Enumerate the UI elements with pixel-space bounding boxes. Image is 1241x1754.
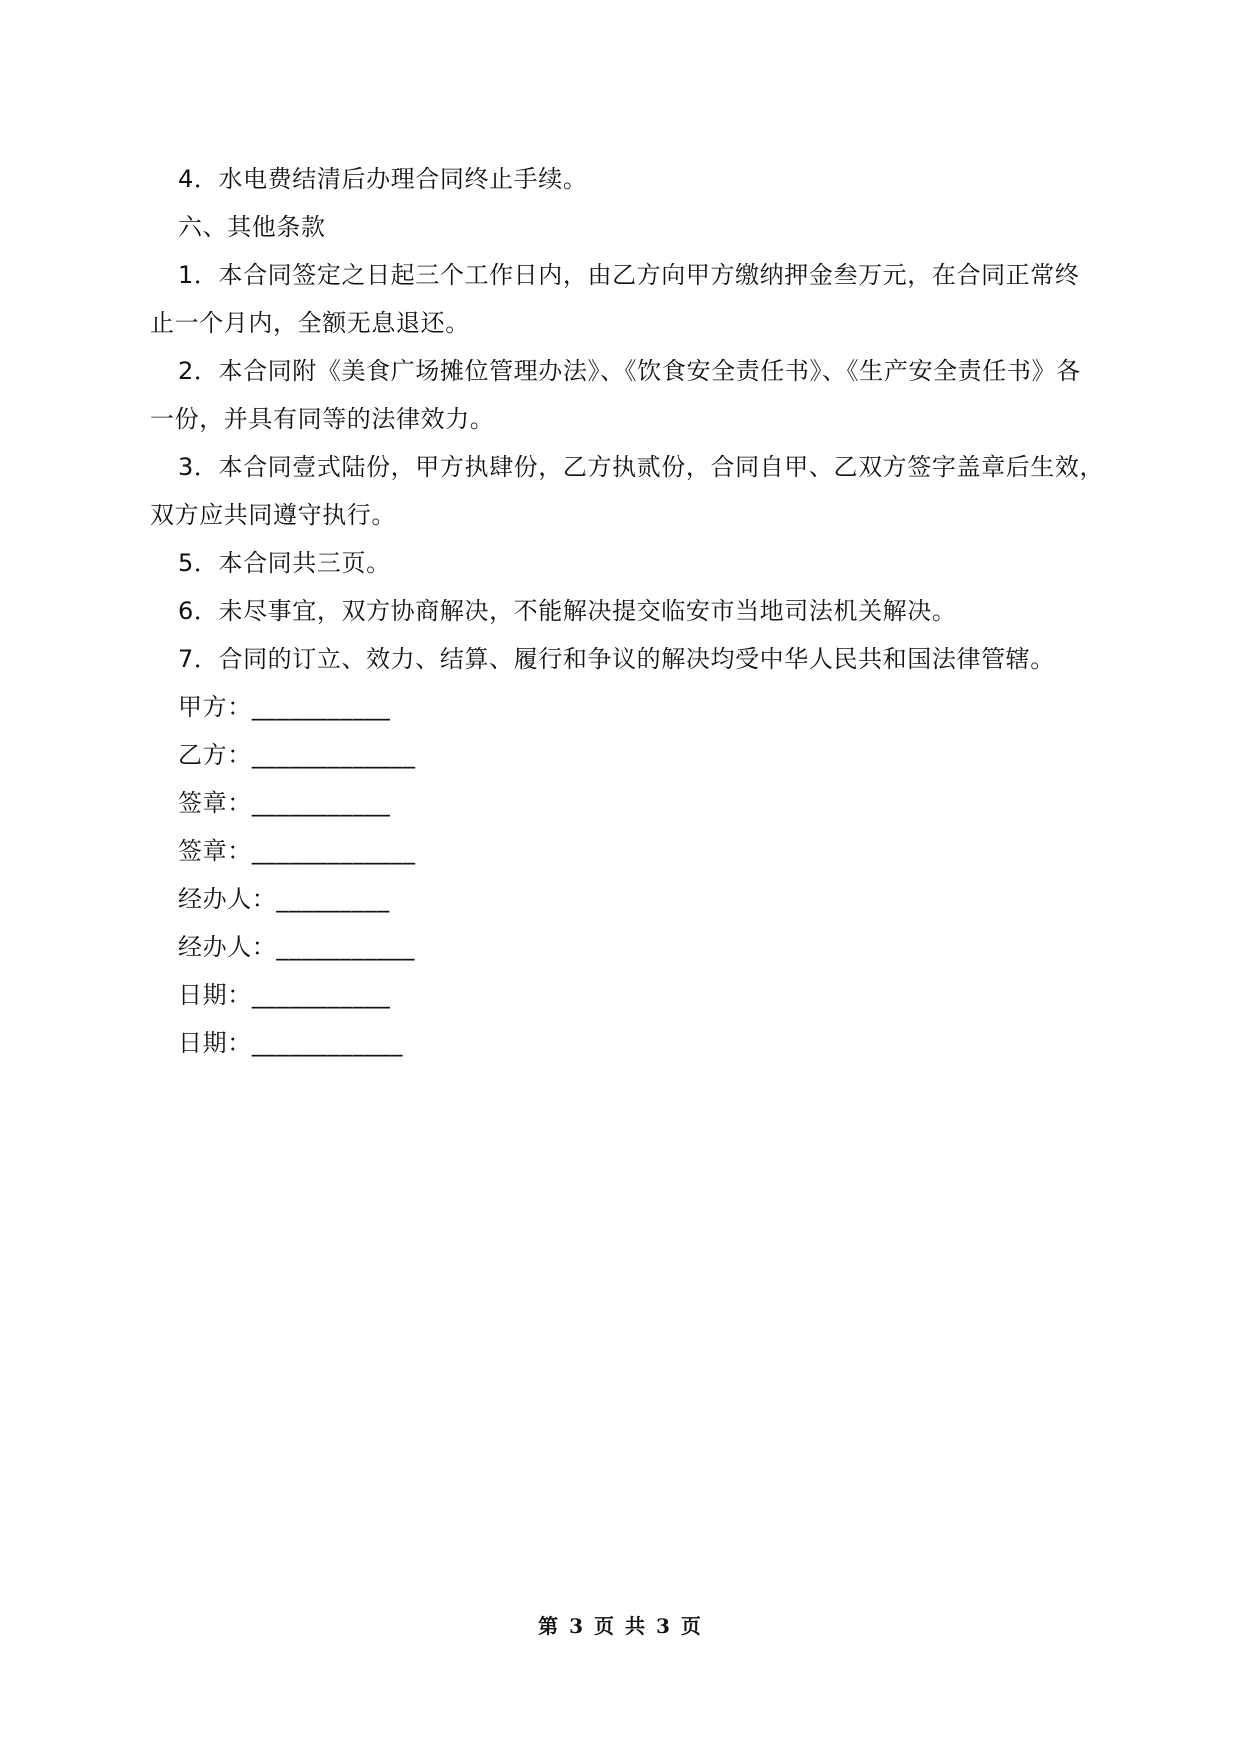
signature-row-date-b [150, 1019, 1100, 1067]
signature-row-party-a [150, 683, 1100, 731]
signature-label: 日期： [178, 1029, 252, 1057]
clause-2-attachments-line-2: 一份，并具有同等的法律效力。 [150, 405, 495, 433]
signature-label: 签章： [178, 837, 252, 865]
clause-4-water-electricity: 4．水电费结清后办理合同终止手续。 [178, 165, 588, 193]
signature-label: 经办人： [178, 885, 277, 913]
clause-2-attachments-line-1: 2．本合同附《美食广场摊位管理办法》、《饮食安全责任书》、《生产安全责任书》各 [178, 357, 1081, 385]
signature-row-handler-a [150, 875, 1100, 923]
clause-5-page-count: 5．本合同共三页。 [178, 549, 391, 577]
signature-label: 甲方： [178, 693, 252, 721]
signature-blank: ___________ [251, 981, 391, 1009]
signature-blank: ___________ [251, 789, 391, 817]
signature-label: 日期： [178, 981, 252, 1009]
clause-7-governing-law: 7．合同的订立、效力、结算、履行和争议的解决均受中华人民共和国法律管辖。 [178, 645, 1055, 673]
signature-row-seal-b [150, 827, 1100, 875]
signature-block [150, 683, 1100, 1067]
signature-row-party-b [150, 731, 1100, 779]
signature-blank: _________ [276, 885, 390, 913]
clause-3-copies-line-2: 双方应共同遵守执行。 [150, 501, 396, 529]
signature-blank: ___________ [276, 933, 416, 961]
clause-3-copies-line-1: 3．本合同壹式陆份，甲方执肆份，乙方执贰份，合同自甲、乙双方签字盖章后生效， [178, 453, 1105, 481]
signature-blank: ____________ [251, 1029, 404, 1057]
page-footer: 第 3 页 共 3 页 [538, 1614, 703, 1638]
signature-label: 经办人： [178, 933, 277, 961]
signature-label: 乙方： [178, 741, 252, 769]
clause-6-disputes: 6．未尽事宜，双方协商解决，不能解决提交临安市当地司法机关解决。 [178, 597, 957, 625]
signature-row-seal-a [150, 779, 1100, 827]
clause-1-deposit-line-1: 1．本合同签定之日起三个工作日内，由乙方向甲方缴纳押金叁万元，在合同正常终 [178, 261, 1080, 289]
signature-label: 签章： [178, 789, 252, 817]
clause-1-deposit-line-2: 止一个月内，全额无息退还。 [150, 309, 470, 337]
signature-row-date-a [150, 971, 1100, 1019]
contract-body [150, 155, 1105, 1067]
signature-blank: _____________ [251, 741, 416, 769]
section-heading-other-terms: 六、其他条款 [178, 213, 326, 241]
signature-blank: _____________ [251, 837, 416, 865]
signature-row-handler-b [150, 923, 1100, 971]
signature-blank: ___________ [251, 693, 391, 721]
